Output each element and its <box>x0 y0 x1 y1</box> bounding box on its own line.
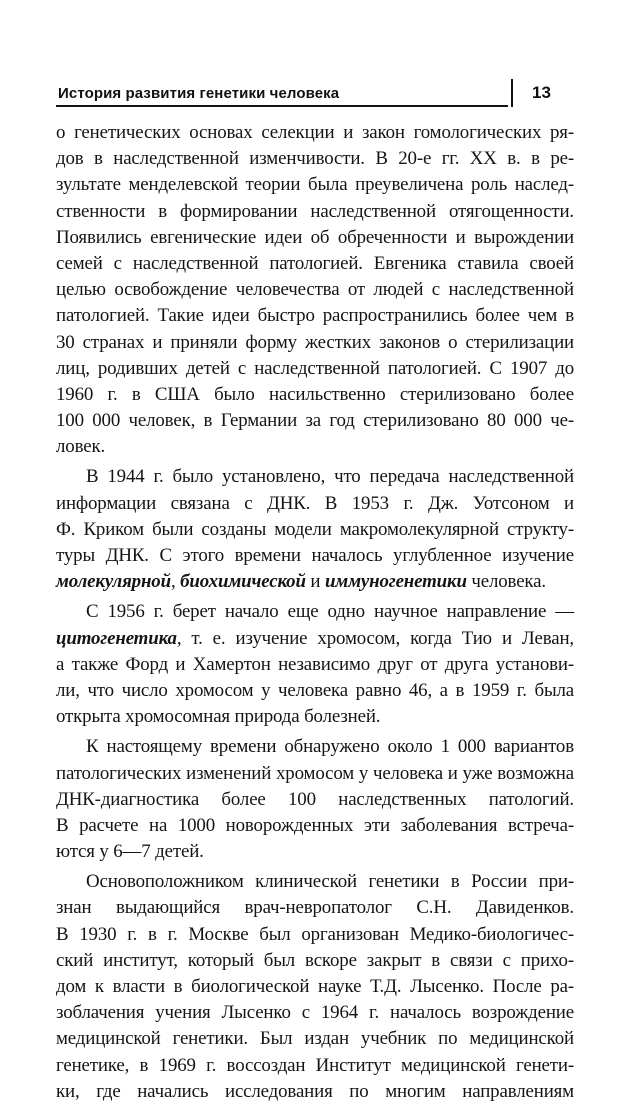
text-line: С 1956 г. берет начало еще одно научное направление — <box>86 601 574 623</box>
text-line: дов в наследственной изменчивости. В 20-е гг. XX в. в ре- <box>56 148 574 170</box>
text-line: ки, где начались исследования по многим направлениям <box>56 1080 574 1102</box>
text-line: о генетических основах селекции и закон гомологических ря- <box>56 122 574 143</box>
paragraph-2 <box>56 464 574 595</box>
text-line: 100 000 человек, в Германии за год стерилизовано 80 000 че- <box>56 410 574 432</box>
text-fragment: и <box>305 571 325 593</box>
text-line: патологией. Такие идеи быстро распространились более чем в <box>56 305 574 327</box>
text-line: целью освобождение человечества от людей с наследственной <box>56 279 574 301</box>
italic-term: цитогенетика <box>56 627 177 649</box>
text-line: ются у 6—7 детей. <box>56 841 204 863</box>
text-fragment: , т. е. изучение хромосом, когда Тио и Леван, <box>176 627 574 649</box>
text-line: 30 странах и приняли форму жестких законов о стерилизации <box>56 331 574 353</box>
text-line: зультате менделевской теории была преувеличена роль наслед- <box>56 174 574 196</box>
text-line: а также Форд и Хамертон независимо друг от друга установи- <box>56 653 574 675</box>
text-line: ли, что число хромосом у человека равно 46, а в 1959 г. была <box>56 679 574 701</box>
header-vertical-rule <box>511 79 513 107</box>
text-line: Основоположником клинической генетики в России при- <box>86 871 574 893</box>
text-line: генетике, в 1969 г. воссоздан Институт медицинской генети- <box>56 1054 574 1076</box>
text-line: 1960 г. в США было насильственно стерилизовано более <box>56 383 574 405</box>
text-line: лиц, родивших детей с наследственной патологией. С 1907 до <box>56 357 574 379</box>
text-line: дом к власти в биологической науке Т.Д. Лысенко. После ра- <box>56 976 574 997</box>
text-line: ственности в формировании наследственной отягощенности. <box>56 200 574 222</box>
page-header <box>56 78 573 108</box>
text-line: Ф. Криком были созданы модели макромолекулярной структу- <box>56 518 574 540</box>
text-fragment: , <box>170 571 181 593</box>
paragraph-1 <box>56 120 574 460</box>
paragraph-4 <box>56 734 574 865</box>
text-line: туры ДНК. С этого времени началось углубленное изучение <box>56 545 574 566</box>
text-line: открыта хромосомная природа болезней. <box>56 706 381 728</box>
header-rule <box>56 105 508 107</box>
text-line: ДНК-диагностика более 100 наследственных патологий. <box>56 788 574 810</box>
italic-term: иммуногенетики <box>324 571 467 593</box>
text-line: ловек. <box>56 436 106 458</box>
body-text <box>56 120 574 1105</box>
text-line <box>56 626 574 652</box>
text-line: ский институт, который был вскоре закрыт в связи с прихо- <box>56 949 574 971</box>
text-line: В 1944 г. было установлено, что передача наследственной <box>86 466 574 488</box>
paragraph-5 <box>56 869 574 1105</box>
text-line: информации связана с ДНК. В 1953 г. Дж. Уотсоном и <box>56 492 574 514</box>
italic-term: биохимической <box>180 571 306 593</box>
running-title: История развития генетики человека <box>58 85 340 102</box>
text-line: зоблачения учения Лысенко с 1964 г. началось возрождение <box>56 1002 574 1024</box>
paragraph-3 <box>56 599 574 730</box>
text-line: В расчете на 1000 новорожденных эти заболевания встреча- <box>56 814 574 836</box>
text-line: В 1930 г. в г. Москве был организован Медико-биологичес- <box>56 923 574 945</box>
text-line <box>56 569 574 595</box>
text-line: медицинской генетики. Был издан учебник по медицинской <box>56 1028 574 1050</box>
text-line: знан выдающийся врач-невропатолог С.Н. Давиденков. <box>56 897 574 919</box>
text-line: патологических изменений хромосом у человека и уже возможна <box>56 762 574 784</box>
text-line: семей с наследственной патологией. Евгеника ставила своей <box>56 252 574 274</box>
italic-term: молекулярной <box>56 571 171 593</box>
text-line: Появились евгенические идеи об обреченности и вырождении <box>56 226 574 248</box>
text-line: К настоящему времени обнаружено около 1 000 вариантов <box>86 736 574 758</box>
text-fragment: человека. <box>466 571 546 593</box>
page-number: 13 <box>532 83 551 102</box>
